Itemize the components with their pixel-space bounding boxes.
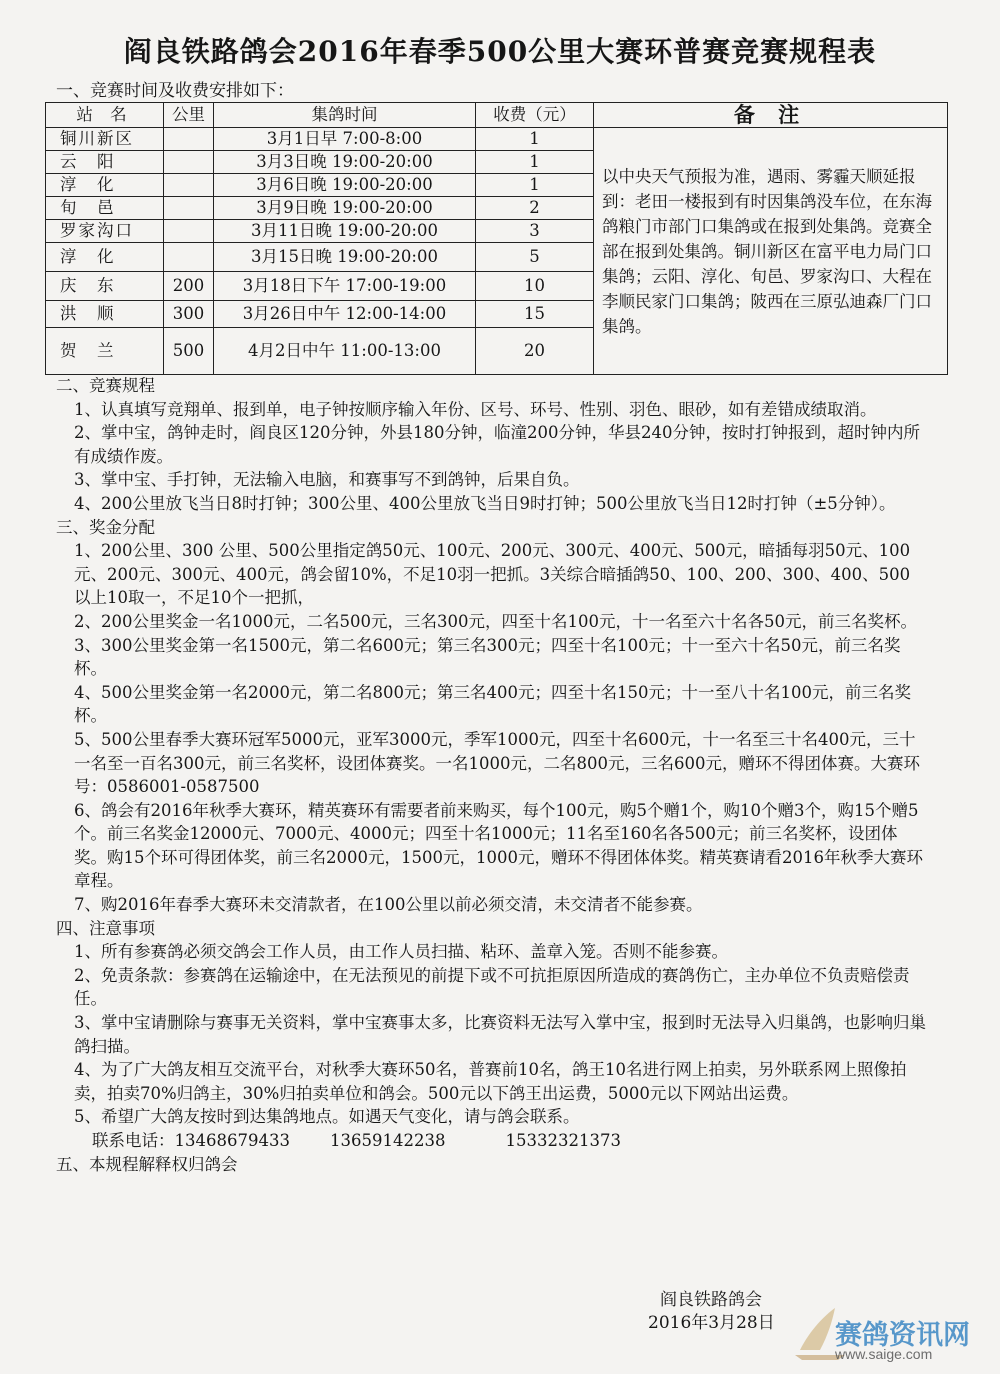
contact-line xyxy=(56,1129,926,1153)
time-cell: 3月9日晚 19:00-20:00 xyxy=(214,197,476,220)
prize-item: 3、300公里奖金第一名1500元，第二名600元；第三名300元；四至十名100元；十一至六十名50元，前三名奖杯。 xyxy=(74,635,901,679)
rule-item: 3、掌中宝、手打钟，无法输入电脑，和赛事写不到鸽钟，后果自负。 xyxy=(74,470,580,490)
contact-label: 联系电话： xyxy=(92,1131,175,1150)
time-cell: 3月18日下午 17:00-19:00 xyxy=(214,272,476,301)
header-fee: 收费（元） xyxy=(476,103,594,128)
fee-cell: 10 xyxy=(476,272,594,301)
fee-cell: 1 xyxy=(476,151,594,174)
time-cell: 3月15日晚 19:00-20:00 xyxy=(214,243,476,272)
prize-item: 5、500公里春季大赛环冠军5000元，亚军3000元，季军1000元，四至十名600元，十一名至三十名400元，三十一名至一百名300元，前三名奖杯，设团体赛奖。一名1000元，二名800元，三名600元，赠环不得团体赛。大赛环号：0586001-0587500 xyxy=(74,729,920,797)
station-cell: 罗家沟口 xyxy=(46,220,164,243)
station-cell: 淳 化 xyxy=(46,243,164,272)
note-cell: 以中央天气预报为准，遇雨、雾霾天顺延报到：老田一楼报到有时因集鸽没车位，在东海鸽粮门市部门口集鸽或在报到处集鸽。竞赛全部在报到处集鸽。铜川新区在富平电力局门口集鸽；云阳、淳化、旬邑、罗家沟口、大程在李顺民家门口集鸽；陂西在三原弘迪森厂门口集鸽。 xyxy=(594,128,948,375)
header-station: 站 名 xyxy=(46,103,164,128)
time-cell: 4月2日中午 11:00-13:00 xyxy=(214,328,476,375)
time-cell: 3月26日中午 12:00-14:00 xyxy=(214,301,476,328)
station-cell: 云 阳 xyxy=(46,151,164,174)
station-cell: 淳 化 xyxy=(46,174,164,197)
prize-item: 7、购2016年春季大赛环未交清款者，在100公里以前必须交清，未交清者不能参赛。 xyxy=(74,895,703,915)
km-cell xyxy=(164,243,214,272)
time-cell: 3月6日晚 19:00-20:00 xyxy=(214,174,476,197)
fee-cell: 15 xyxy=(476,301,594,328)
prize-item: 6、鸽会有2016年秋季大赛环，精英赛环有需要者前来购买，每个100元，购5个赠1个，购10个赠3个，购15个赠5个。前三名奖金12000元、7000元、4000元；四至十名1000元；11名至160名各500元；前三名奖杯，设团体奖。购15个环可得团体奖，前三名2000元，1500元，1000元，赠环不得团体体奖。精英赛请看2016年秋季大赛环章程。 xyxy=(74,800,923,891)
rules-body xyxy=(56,374,926,1176)
notice-item: 1、所有参赛鸽必须交鸽会工作人员，由工作人员扫描、粘环、盖章入笼。否则不能参赛。 xyxy=(74,942,728,962)
station-cell: 旬 邑 xyxy=(46,197,164,220)
page-title: 阎良铁路鸽会2016年春季500公里大赛环普赛竞赛规程表 xyxy=(123,35,877,68)
signature-date: 2016年3月28日 xyxy=(648,1313,775,1333)
fee-cell: 20 xyxy=(476,328,594,375)
km-cell: 500 xyxy=(164,328,214,375)
station-cell: 庆 东 xyxy=(46,272,164,301)
km-cell xyxy=(164,174,214,197)
rule-item: 4、200公里放飞当日8时打钟；300公里、400公里放飞当日9时打钟；500公里放飞当日12时打钟（±5分钟）。 xyxy=(74,493,896,513)
fee-cell: 3 xyxy=(476,220,594,243)
km-cell: 200 xyxy=(164,272,214,301)
notice-item: 5、希望广大鸽友按时到达集鸽地点。如遇天气变化，请与鸽会联系。 xyxy=(74,1107,580,1127)
time-cell: 3月1日早 7:00-8:00 xyxy=(214,128,476,151)
km-cell xyxy=(164,151,214,174)
notice-item: 4、为了广大鸽友相互交流平台，对秋季大赛环50名，普赛前10名，鸽王10名进行网上拍卖，另外联系网上照像拍卖，拍卖70%归鸽主，30%归拍卖单位和鸽会。500元以下鸽王出运费，5000元以下网站出运费。 xyxy=(74,1060,907,1103)
time-cell: 3月11日晚 19:00-20:00 xyxy=(214,220,476,243)
section-2-heading: 二、竞赛规程 xyxy=(56,376,155,395)
section-4-heading: 四、注意事项 xyxy=(56,918,155,938)
prize-item: 2、200公里奖金一名1000元，二名500元，三名300元，四至十名100元，十一名至六十名各50元，前三名奖杯。 xyxy=(74,611,917,631)
rule-item: 2、掌中宝，鸽钟走时，阎良区120分钟，外县180分钟，临潼200分钟，华县240分钟，按时打钟报到，超时钟内所有成绩作废。 xyxy=(74,423,920,466)
notice-item: 2、免责条款：参赛鸽在运输途中，在无法预见的前提下或不可抗拒原因所造成的赛鸽伤亡，主办单位不负责赔偿责任。 xyxy=(74,965,910,1009)
header-km: 公里 xyxy=(164,103,214,128)
km-cell xyxy=(164,220,214,243)
watermark-url: www.saige.com xyxy=(835,1346,933,1362)
prize-item: 4、500公里奖金第一名2000元，第二名800元；第三名400元；四至十名150元；十一至八十名100元，前三名奖杯。 xyxy=(74,682,911,726)
fee-cell: 1 xyxy=(476,128,594,151)
km-cell xyxy=(164,197,214,220)
km-cell: 300 xyxy=(164,301,214,328)
station-cell: 贺 兰 xyxy=(46,328,164,375)
fee-cell: 2 xyxy=(476,197,594,220)
time-cell: 3月3日晚 19:00-20:00 xyxy=(214,151,476,174)
fee-cell: 5 xyxy=(476,243,594,272)
prize-item: 1、200公里、300 公里、500公里指定鸽50元、100元、200元、300元、400元、500元，暗插每羽50元、100元、200元、300元、400元，鸽会留10%，不足10羽一把抓。3关综合暗插鸽50、100、200、300、400、500以上10取一，不足10个一把抓， xyxy=(74,541,911,608)
signature-org: 阎良铁路鸽会 xyxy=(660,1290,762,1310)
km-cell xyxy=(164,128,214,151)
fee-cell: 1 xyxy=(476,174,594,197)
phone-number: 13468679433 xyxy=(174,1131,290,1150)
watermark-text: 赛鸽资讯网 xyxy=(835,1320,970,1350)
table-header-row xyxy=(46,103,948,128)
notice-item: 3、掌中宝请删除与赛事无关资料，掌中宝赛事太多，比赛资料无法写入掌中宝，报到时无法导入归巢鸽，也影响归巢鸽扫描。 xyxy=(74,1013,926,1056)
table-row xyxy=(46,128,948,151)
rule-item: 1、认真填写竞翔单、报到单，电子钟按顺序输入年份、区号、环号、性别、羽色、眼砂，如有差错成绩取消。 xyxy=(74,399,877,419)
station-cell: 洪 顺 xyxy=(46,301,164,328)
header-note: 备 注 xyxy=(594,103,948,128)
header-time: 集鸽时间 xyxy=(214,103,476,128)
section-3-heading: 三、奖金分配 xyxy=(56,517,155,537)
schedule-table xyxy=(45,102,948,375)
phone-number: 13659142238 xyxy=(329,1131,446,1150)
section-1-heading: 一、竞赛时间及收费安排如下： xyxy=(56,81,294,101)
station-cell: 铜川新区 xyxy=(46,128,164,151)
phone-number: 15332321373 xyxy=(505,1131,621,1150)
section-5-heading: 五、本规程解释权归鸽会 xyxy=(56,1154,238,1174)
